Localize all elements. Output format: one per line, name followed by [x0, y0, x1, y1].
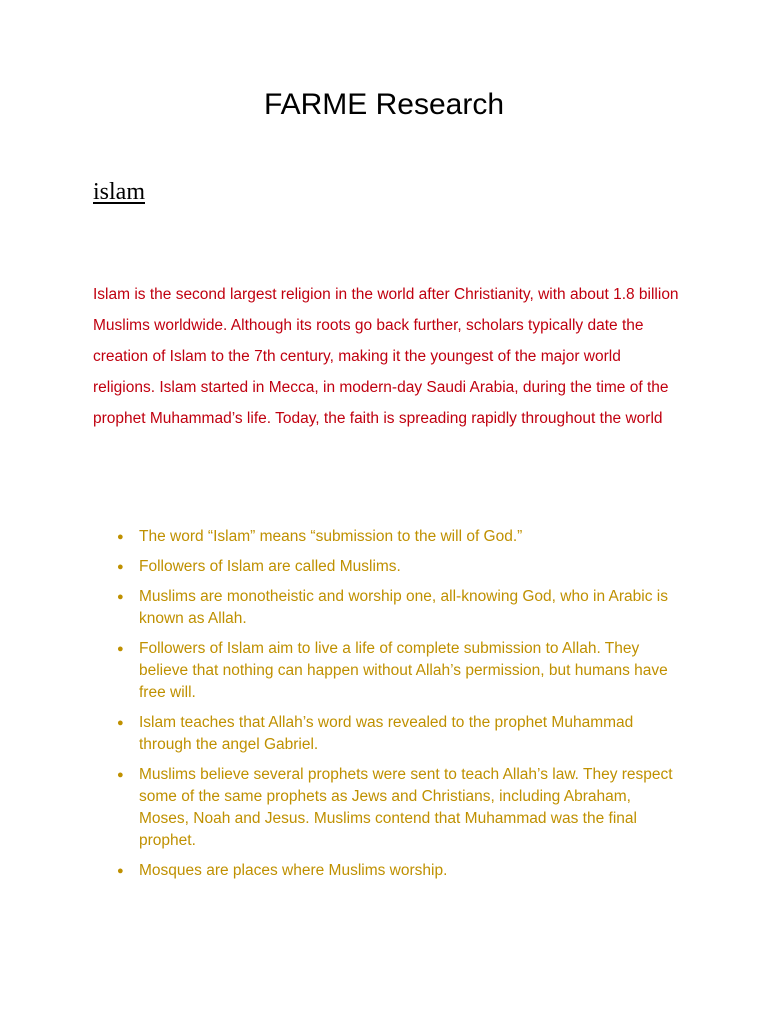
list-item-text: Followers of Islam aim to live a life of complete submission to Allah. They believe that nothing can happen without Allah’s permission, but humans have free will. — [139, 640, 668, 701]
page-title: FARME Research — [263, 88, 505, 121]
intro-paragraph: Islam is the second largest religion in the world after Christianity, with about 1.8 billion Muslims worldwide. Although its roots go back further, scholars typically date the creation of Islam to the 7th century, making it the youngest of the major world religions. Islam started in Mecca, in modern-day Saudi Arabia, during the time of the prophet Muhammad’s life. Today, the faith is spreading rapidly throughout the world — [93, 286, 679, 427]
list-item-text: Followers of Islam are called Muslims. — [139, 558, 401, 575]
bullet-icon: ● — [117, 717, 124, 729]
bullet-icon: ● — [117, 769, 124, 781]
list-item — [93, 712, 678, 756]
bullet-icon: ● — [117, 531, 124, 543]
list-item — [93, 526, 678, 548]
list-item — [93, 556, 678, 578]
bullet-icon: ● — [117, 561, 124, 573]
section-heading: islam — [93, 179, 145, 205]
list-item-text: Mosques are places where Muslims worship. — [139, 862, 448, 879]
bullet-icon: ● — [117, 865, 124, 877]
list-item — [93, 860, 678, 882]
list-item — [93, 638, 678, 704]
list-item-text: The word “Islam” means “submission to the will of God.” — [139, 528, 523, 545]
list-item-text: Muslims are monotheistic and worship one, all-knowing God, who in Arabic is known as Allah. — [139, 588, 668, 627]
list-item — [93, 764, 678, 852]
facts-list — [93, 526, 678, 890]
bullet-icon: ● — [117, 591, 124, 603]
bullet-icon: ● — [117, 643, 124, 655]
list-item — [93, 586, 678, 630]
list-item-text: Islam teaches that Allah’s word was revealed to the prophet Muhammad through the angel Gabriel. — [139, 714, 634, 753]
list-item-text: Muslims believe several prophets were sent to teach Allah’s law. They respect some of the same prophets as Jews and Christians, including Abraham, Moses, Noah and Jesus. Muslims contend that Muhammad was the final prophet. — [139, 766, 673, 849]
